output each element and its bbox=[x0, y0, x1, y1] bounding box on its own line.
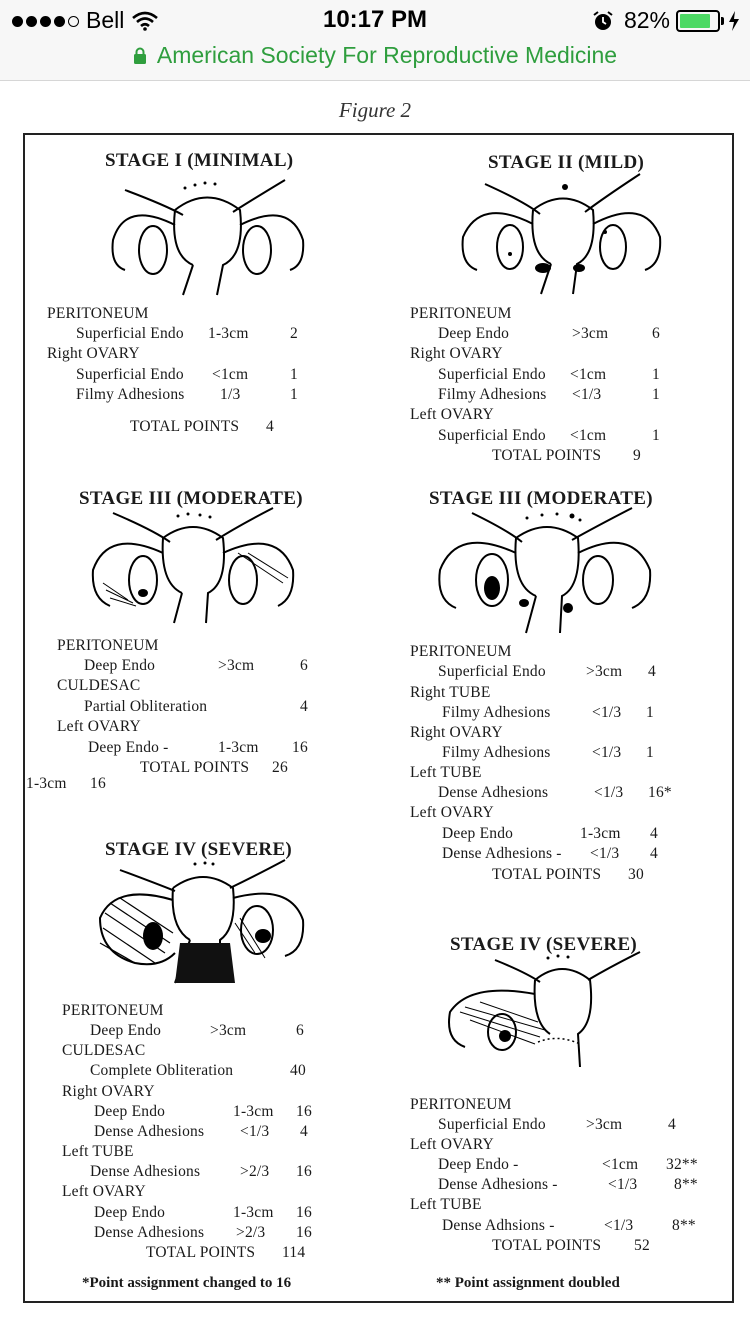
stage-3b-row: Dense Adhesions bbox=[438, 784, 549, 801]
clock: 10:17 PM bbox=[322, 6, 428, 33]
stage-3b-detail: 1-3cm bbox=[580, 825, 621, 842]
stage-3b-points: 16* bbox=[648, 784, 672, 801]
stage-2-points: 1 bbox=[652, 366, 660, 383]
lock-icon bbox=[133, 47, 147, 64]
stage-1-detail: <1cm bbox=[212, 366, 249, 383]
stage-1-total: 4 bbox=[266, 418, 274, 435]
stage-2-points: 1 bbox=[652, 427, 660, 444]
stage-4b-row: Dense Adhesions - bbox=[438, 1176, 558, 1193]
stage-4b-total-label: TOTAL POINTS bbox=[492, 1237, 602, 1254]
stage-3a-total: 26 bbox=[272, 759, 288, 776]
stage-3a-row: Partial Obliteration bbox=[84, 698, 208, 715]
stage-2-detail: <1cm bbox=[570, 366, 607, 383]
stage-4a-row: Left TUBE bbox=[62, 1143, 134, 1160]
stage-3a-total-label: TOTAL POINTS bbox=[140, 759, 250, 776]
stage-4a-row: Right OVARY bbox=[62, 1083, 155, 1100]
stage-4a-points: 16 bbox=[296, 1103, 312, 1120]
stage-1-points: 1 bbox=[290, 386, 298, 403]
stage-4a-points: 6 bbox=[296, 1022, 304, 1039]
stage-3b-row: Superficial Endo bbox=[438, 663, 546, 680]
alarm-clock-icon bbox=[592, 10, 614, 32]
stage-3a-points: 4 bbox=[300, 698, 308, 715]
stage-3b-detail: <1/3 bbox=[592, 744, 622, 761]
stage-4a-total-label: TOTAL POINTS bbox=[146, 1244, 256, 1261]
stage-4b-points: 4 bbox=[668, 1116, 676, 1133]
stage-4b-row: Left TUBE bbox=[410, 1196, 482, 1213]
stage-4a-points: 16 bbox=[296, 1224, 312, 1241]
stage-1-illustration bbox=[105, 170, 310, 300]
stage-3b-row: Filmy Adhesions bbox=[442, 704, 551, 721]
stage-2-total: 9 bbox=[633, 447, 641, 464]
carrier-name: Bell bbox=[86, 7, 125, 33]
stage-4b-detail: <1cm bbox=[602, 1156, 639, 1173]
stage-3b-detail: <1/3 bbox=[590, 845, 620, 862]
stage-3a-row: Left OVARY bbox=[57, 718, 141, 735]
stage-3b-points: 1 bbox=[646, 744, 654, 761]
stage-4a-detail: >2/3 bbox=[240, 1163, 270, 1180]
stage-4a-points: 16 bbox=[296, 1204, 312, 1221]
stage-4a-detail: >2/3 bbox=[236, 1224, 266, 1241]
stage-4a-row: Left OVARY bbox=[62, 1183, 146, 1200]
stage-3b-row: Deep Endo bbox=[442, 825, 514, 842]
stage-3b-row: Dense Adhesions - bbox=[442, 845, 562, 862]
stage-3b-row: Filmy Adhesions bbox=[442, 744, 551, 761]
stage-2-row: Right OVARY bbox=[410, 345, 503, 362]
stage-3a-row: PERITONEUM bbox=[57, 637, 159, 654]
stage-3a-row: Deep Endo - bbox=[88, 739, 169, 756]
stage-2-row: Superficial Endo bbox=[438, 366, 546, 383]
stage-4b-total: 52 bbox=[634, 1237, 650, 1254]
stage-4a-points: 16 bbox=[296, 1163, 312, 1180]
stage-4a-row: PERITONEUM bbox=[62, 1002, 164, 1019]
stage-3a-overflow-points: 16 bbox=[90, 775, 106, 792]
stage-3b-row: Right OVARY bbox=[410, 724, 503, 741]
stage-4b-detail: <1/3 bbox=[604, 1217, 634, 1234]
stage-4b-points: 8** bbox=[672, 1217, 696, 1234]
stage-2-row: Filmy Adhesions bbox=[438, 386, 547, 403]
stage-4a-points: 40 bbox=[290, 1062, 306, 1079]
stage-2-row: Deep Endo bbox=[438, 325, 510, 342]
battery-icon bbox=[676, 10, 720, 32]
stage-3a-overflow-detail: 1-3cm bbox=[26, 775, 67, 792]
stage-2-row: PERITONEUM bbox=[410, 305, 512, 322]
stage-3b-points: 4 bbox=[650, 825, 658, 842]
stage-2-row: Left OVARY bbox=[410, 406, 494, 423]
stage-4a-row: Deep Endo bbox=[94, 1204, 166, 1221]
stage-3b-row: Right TUBE bbox=[410, 684, 491, 701]
browser-url-bar[interactable] bbox=[0, 40, 750, 81]
stage-3a-row: Deep Endo bbox=[84, 657, 156, 674]
stage-3b-detail: <1/3 bbox=[592, 704, 622, 721]
stage-4b-row: Superficial Endo bbox=[438, 1116, 546, 1133]
stage-4a-row: Deep Endo bbox=[94, 1103, 166, 1120]
stage-1-points: 1 bbox=[290, 366, 298, 383]
stage-3a-row: CULDESAC bbox=[57, 677, 141, 694]
stage-3b-illustration bbox=[432, 508, 657, 638]
stage-2-total-label: TOTAL POINTS bbox=[492, 447, 602, 464]
stage-3a-detail: 1-3cm bbox=[218, 739, 259, 756]
stage-1-row: Filmy Adhesions bbox=[76, 386, 185, 403]
stage-1-detail: 1/3 bbox=[220, 386, 241, 403]
stage-4b-row: Dense Adhsions - bbox=[442, 1217, 555, 1234]
stage-2-detail: >3cm bbox=[572, 325, 609, 342]
stage-2-detail: <1/3 bbox=[572, 386, 602, 403]
stage-4a-detail: 1-3cm bbox=[233, 1204, 274, 1221]
stage-1-row: Right OVARY bbox=[47, 345, 140, 362]
stage-3b-title: STAGE III (MODERATE) bbox=[429, 488, 653, 509]
site-title[interactable] bbox=[0, 42, 750, 69]
stage-4b-detail: <1/3 bbox=[608, 1176, 638, 1193]
stage-1-total-label: TOTAL POINTS bbox=[130, 418, 240, 435]
stage-3b-detail: >3cm bbox=[586, 663, 623, 680]
stage-4a-detail: >3cm bbox=[210, 1022, 247, 1039]
stage-4b-points: 32** bbox=[666, 1156, 698, 1173]
stage-3b-points: 1 bbox=[646, 704, 654, 721]
status-bar bbox=[0, 0, 750, 40]
stage-2-points: 1 bbox=[652, 386, 660, 403]
battery-percent: 82% bbox=[623, 7, 670, 33]
stage-3b-detail: <1/3 bbox=[594, 784, 624, 801]
stage-2-row: Superficial Endo bbox=[438, 427, 546, 444]
stage-4a-row: Complete Obliteration bbox=[90, 1062, 234, 1079]
stage-3a-points: 6 bbox=[300, 657, 308, 674]
stage-3b-row: PERITONEUM bbox=[410, 643, 512, 660]
stage-4a-illustration bbox=[95, 858, 310, 988]
stage-3a-detail: >3cm bbox=[218, 657, 255, 674]
stage-3b-points: 4 bbox=[650, 845, 658, 862]
stage-1-row: PERITONEUM bbox=[47, 305, 149, 322]
stage-2-detail: <1cm bbox=[570, 427, 607, 444]
stage-2-illustration bbox=[455, 172, 665, 297]
stage-2-title: STAGE II (MILD) bbox=[488, 152, 645, 173]
url-text: American Society For Reproductive Medicine bbox=[156, 42, 618, 68]
figure-caption: Figure 2 bbox=[338, 98, 412, 122]
stage-4b-points: 8** bbox=[674, 1176, 698, 1193]
stage-3b-points: 4 bbox=[648, 663, 656, 680]
status-right bbox=[592, 7, 740, 34]
stage-4b-title: STAGE IV (SEVERE) bbox=[450, 934, 638, 955]
stage-4a-row: CULDESAC bbox=[62, 1042, 146, 1059]
stage-3a-illustration bbox=[88, 508, 303, 633]
stage-4a-detail: <1/3 bbox=[240, 1123, 270, 1140]
stage-3a-title: STAGE III (MODERATE) bbox=[79, 488, 303, 509]
stage-4b-illustration bbox=[440, 952, 655, 1077]
stage-1-detail: 1-3cm bbox=[208, 325, 249, 342]
stage-4a-total: 114 bbox=[282, 1244, 306, 1261]
stage-4b-row: Deep Endo - bbox=[438, 1156, 519, 1173]
stage-2-points: 6 bbox=[652, 325, 660, 342]
stage-1-row: Superficial Endo bbox=[76, 325, 184, 342]
stage-4a-detail: 1-3cm bbox=[233, 1103, 274, 1120]
stage-1-title: STAGE I (MINIMAL) bbox=[105, 150, 294, 171]
stage-1-points: 2 bbox=[290, 325, 298, 342]
stage-4a-points: 4 bbox=[300, 1123, 308, 1140]
stage-1-row: Superficial Endo bbox=[76, 366, 184, 383]
stage-3a-points: 16 bbox=[292, 739, 308, 756]
stage-3b-row: Left OVARY bbox=[410, 804, 494, 821]
stage-4a-row: Dense Adhesions bbox=[94, 1123, 205, 1140]
stage-4a-row: Dense Adhesions bbox=[94, 1224, 205, 1241]
stage-4a-row: Dense Adhesions bbox=[90, 1163, 201, 1180]
stage-3b-total: 30 bbox=[628, 866, 644, 883]
stage-4a-title: STAGE IV (SEVERE) bbox=[105, 839, 293, 860]
stage-3b-row: Left TUBE bbox=[410, 764, 482, 781]
stage-4b-row: PERITONEUM bbox=[410, 1096, 512, 1113]
footnote-point-doubled: ** Point assignment doubled bbox=[436, 1275, 620, 1291]
footnote-point-changed: *Point assignment changed to 16 bbox=[82, 1275, 292, 1291]
stage-4b-row: Left OVARY bbox=[410, 1136, 494, 1153]
stage-4a-row: Deep Endo bbox=[90, 1022, 162, 1039]
charging-bolt-icon bbox=[728, 11, 740, 31]
stage-3b-total-label: TOTAL POINTS bbox=[492, 866, 602, 883]
stage-4b-detail: >3cm bbox=[586, 1116, 623, 1133]
